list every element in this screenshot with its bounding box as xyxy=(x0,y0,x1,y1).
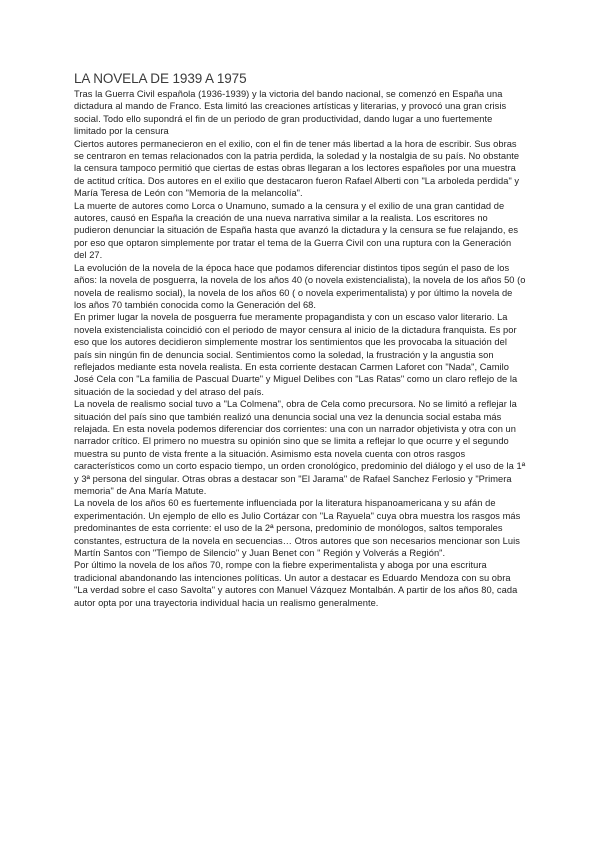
document-body xyxy=(74,71,526,609)
paragraph-intro: Tras la Guerra Civil española (1936-1939) y la victoria del bando nacional, se comenzó en España una dictadura al mando de Franco. Esta limitó las creaciones artísticas y literarias, y provocó una gran crisis social. Todo ello supondrá el fin de un periodo de gran productividad, dando lugar a uno fuertemente limitado por la censura xyxy=(74,89,507,137)
paragraph-anos-70: Por último la novela de los años 70, rompe con la fiebre experimentalista y aboga por una escritura tradicional abandonando las intenciones políticas. Un autor a destacar es Eduardo Mendoza con su obra "La verdad sobre el caso Savolta" y autores con Manuel Vázquez Montalbán. A partir de los años 80, cada autor opta por una trayectoria individual hacia un realismo generalmente. xyxy=(74,560,518,608)
paragraph-evolution: La evolución de la novela de la época hace que podamos diferenciar distintos tipos según el paso de los años: la novela de posguerra, la novela de los años 40 (o novela existencialista), la novela de los años 50 (o novela de realismo social), la novela de los años 60 ( o novela experimentalista) y por último la novela de los años 70 también conocida como la Generación del 68. xyxy=(74,262,526,310)
paragraph-posguerra: En primer lugar la novela de posguerra fue meramente propagandista y con un escaso valor literario. La novela existencialista coincidió con el periodo de mayor censura al inicio de la dictadura franquista. Es por eso que los autores decidieron simplemente mostrar los sentimientos que les provocaba la situación del país sin ningún fin de denuncia social. Sentimientos como la soledad, la frustración y la angustia son reflejados mediante esta novela realista. En esta corriente destacan Carmen Laforet con "Nada", Camilo José Cela con "La familia de Pascual Duarte" y Miguel Delibes con "Las Ratas" como un claro reflejo de la situación de la sociedad y del atraso del país. xyxy=(74,312,518,397)
paragraph-anos-60: La novela de los años 60 es fuertemente influenciada por la literatura hispanoamericana y su afán de experimentación. Un ejemplo de ello es Julio Cortázar con "La Rayuela" cuya obra muestra los rasgos más predominantes de esta corriente: el uso de la 2ª persona, predominio de monólogos, saltos temporales constantes, estructura de la novela en secuencias… Otros autores que son necesarios mencionar son Luis Martín Santos con "Tiempo de Silencio" y Juan Benet con " Región y Volverás a Región". xyxy=(74,498,521,559)
paragraph-new-narrative: La muerte de autores como Lorca o Unamuno, sumado a la censura y el exilio de una gran cantidad de autores, causó en España la creación de una nueva narrativa similar a la realista. Los escritores no pudieron denunciar la situación de España hasta que avanzó la dictadura y la censura se fue relajando, es por eso que optaron simplemente por tratar el tema de la Guerra Civil con una ruptura con la Generación del 27. xyxy=(74,200,519,261)
paragraph-realismo-social: La novela de realismo social tuvo a "La Colmena", obra de Cela como precursora. No se limitó a reflejar la situación del país sino que también realizó una denuncia social una vez la denuncia social estaba más relajada. En esta novela podemos diferenciar dos corrientes: una con un narrador objetivista y otra con un narrador crítico. El primero no muestra su opinión sino que se limita a reflejar lo que ocurre y el segundo muestra su punto de vista frente a la situación. Asimismo esta novela cuenta con otros rasgos característicos como un corto espacio tiempo, un orden cronológico, predominio del diálogo y el uso de la 1ª y 3ª persona del singular. Otras obras a destacar son "El Jarama" de Rafael Sanchez Ferlosio y "Primera memoria" de Ana María Matute. xyxy=(74,399,526,496)
paragraph-exile: Ciertos autores permanecieron en el exilio, con el fin de tener más libertad a la hora de escribir. Sus obras se centraron en temas relacionados con la patria perdida, la soledad y la nostalgia de su país. No obstante la censura tampoco permitió que ciertas de estas obras llegaran a los lectores españoles por una muestra de actitud crítica. Dos autores en el exilio que destacaron fueron Rafael Alberti con "La arboleda perdida" y María Teresa de León con "Memoria de la melancolía". xyxy=(74,138,520,199)
document-title: LA NOVELA DE 1939 A 1975 xyxy=(74,71,247,86)
